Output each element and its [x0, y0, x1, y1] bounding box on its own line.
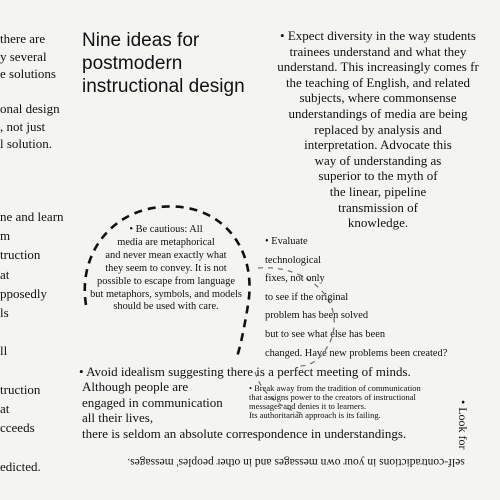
- page-title: [82, 29, 245, 98]
- tradition-paragraph: [249, 384, 421, 420]
- idealism-line: • Avoid idealism suggesting there is a perfect meeting of minds.: [79, 364, 411, 379]
- diversity-line: the teaching of English, and related: [285, 74, 471, 90]
- diversity-line: the linear, pipeline: [329, 183, 427, 199]
- tradition-line: • Break away from the tradition of communication: [249, 383, 421, 393]
- caution-line: • Be cautious: All: [129, 224, 203, 235]
- caution-line: they seem to convey. It is not: [105, 262, 227, 274]
- evaluate-line: technological: [265, 254, 321, 266]
- left-line: truction: [0, 247, 41, 263]
- title-line: Nine ideas for: [82, 30, 200, 51]
- left-line: onal design: [0, 101, 60, 116]
- left-line: m: [0, 228, 11, 244]
- idealism-line: engaged in communication: [82, 394, 223, 410]
- left-line: there are: [0, 31, 46, 46]
- diversity-paragraph: [252, 28, 500, 231]
- caution-paragraph: [70, 224, 262, 314]
- tradition-line: that assigns power to the creators of instructional: [249, 392, 416, 402]
- caution-line: media are metaphorical: [117, 236, 215, 248]
- evaluate-paragraph: [265, 233, 447, 363]
- tradition-line: messages and denies it to learners.: [249, 401, 367, 411]
- left-line: [0, 83, 60, 101]
- tradition-line: Its authoritarian approach is its failing.: [249, 410, 381, 420]
- caution-line: but metaphors, symbols, and models: [90, 288, 242, 300]
- diversity-line: interpretation. Advocate this: [304, 137, 452, 153]
- idealism-line: all their lives,: [82, 410, 154, 426]
- left-line: [0, 437, 64, 456]
- left-line: truction: [0, 381, 41, 397]
- caution-line: should be used with care.: [113, 301, 219, 313]
- evaluate-line: problem has been solved: [265, 310, 369, 322]
- caution-line: possible to escape from language: [97, 275, 235, 287]
- evaluate-line: fixes, not only: [265, 273, 325, 285]
- diversity-line: trainees understand and what they: [289, 43, 467, 59]
- left-line: y several: [0, 48, 47, 64]
- idealism-line: there is seldom an absolute correspondence in understandings.: [82, 425, 407, 441]
- diversity-line: • Expect diversity in the way students: [280, 28, 476, 43]
- left-line: , not just: [0, 118, 46, 134]
- left-line: cceeds: [0, 420, 35, 436]
- left-line: pposedly: [0, 285, 47, 301]
- left-line: at: [0, 401, 10, 417]
- diversity-line: transmission of: [338, 199, 418, 215]
- upside-down-line: self-contradictions in your own messages and in other peoples' messages.: [127, 456, 465, 468]
- diversity-line: understandings of media are being: [288, 105, 468, 121]
- vertical-look-for-text: • Look for: [456, 400, 470, 450]
- left-line: [0, 361, 64, 380]
- left-line: ne and learn: [0, 209, 64, 224]
- left-line: ls: [0, 305, 9, 321]
- diversity-line: replaced by analysis and: [314, 121, 442, 137]
- left-column-bottom: [0, 207, 64, 476]
- title-line: postmodern: [82, 53, 183, 74]
- diversity-line: knowledge.: [347, 215, 409, 231]
- diversity-line: way of understanding as: [314, 152, 442, 168]
- caution-line: and never mean exactly what: [105, 249, 227, 261]
- left-line: e solutions: [0, 66, 56, 81]
- diversity-line: subjects, where commonsense: [299, 90, 457, 106]
- diversity-line: understand. This increasingly comes fr: [277, 59, 479, 75]
- left-line: [0, 322, 64, 341]
- left-column-top: [0, 30, 60, 153]
- left-line: ll: [0, 343, 8, 359]
- diversity-line: superior to the myth of: [318, 168, 438, 184]
- idealism-line: Although people are: [82, 379, 189, 395]
- evaluate-line: changed. Have new problems been created?: [265, 347, 448, 359]
- left-line: l solution.: [0, 136, 53, 151]
- evaluate-line: to see if the original: [265, 291, 349, 303]
- title-line: instructional design: [82, 76, 245, 97]
- evaluate-line: but to see what else has been: [265, 328, 386, 340]
- evaluate-line: • Evaluate: [265, 236, 308, 247]
- left-line: edicted.: [0, 458, 41, 474]
- left-line: at: [0, 266, 10, 282]
